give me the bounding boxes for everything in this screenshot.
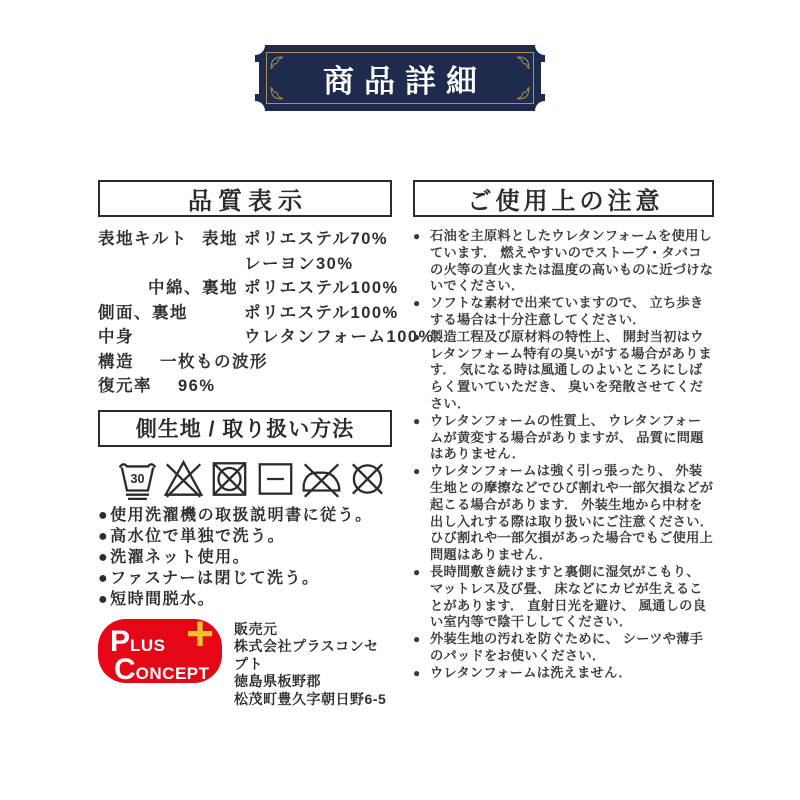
care-note: ● 洗濯ネット使用。 (98, 547, 392, 568)
wash-30-very-gentle-icon (116, 457, 159, 501)
quality-column (98, 180, 435, 708)
quality-row-sublabel (188, 301, 244, 326)
quality-row (98, 374, 392, 399)
precautions-list (413, 228, 714, 682)
quality-row-value: 一枚もの波形 (160, 352, 268, 371)
precautions-heading: ご使用上の注意 (413, 180, 714, 217)
quality-row-label: 復元率 (98, 377, 152, 395)
care-symbols (116, 457, 392, 501)
seller-info (234, 619, 392, 709)
logo-letter: P (110, 624, 131, 658)
seller-info-line: 販売元 (234, 620, 278, 637)
quality-row-label: 構造 (98, 352, 134, 371)
plus-icon: + (185, 618, 214, 661)
section-title-banner (255, 45, 545, 111)
quality-row (98, 276, 399, 301)
quality-row-value: ポリエステル70% (244, 230, 389, 248)
care-note: ● 使用洗濯機の取扱説明書に従う。 (98, 505, 392, 526)
quality-row (98, 325, 435, 350)
precautions-column (413, 180, 714, 682)
precaution-item: ● ウレタンフォームの性質上、 ウレタンフォームが黄変する場合がありますが、 品質に問題はありません． (413, 413, 714, 463)
care-notes-list (98, 505, 392, 610)
quality-row-value: ポリエステル100% (244, 303, 399, 322)
quality-table (98, 227, 435, 399)
logo-letter: C (114, 652, 136, 683)
no-dry-clean-icon (346, 457, 389, 501)
page-title: 商品詳細 (323, 63, 487, 99)
no-iron-icon (300, 457, 343, 501)
seller-info-line: 徳島県板野郡 (234, 673, 321, 689)
plus-concept-logo (98, 619, 222, 683)
precaution-item: ● 製造工程及び原材料の特性上、 開封当初はウレタンフォーム特有の臭いがする場合があります． 気になる時は風通しのよいところにしばらく置いていただき、 臭いを発散させてください． (413, 329, 714, 413)
quality-row-value: 96% (178, 377, 216, 395)
logo-letters: ONCEPT (135, 663, 210, 683)
quality-row-sublabel: 中綿、裏地 (148, 279, 238, 297)
quality-row (98, 227, 392, 252)
precaution-item: ● ウレタンフォームは強く引っ張ったり、 外装生地との摩擦などでひび割れや一部欠損などが起こる場合があります． 外装生地から中材を出し入れする際は取り扱いにご注意ください． ひび割れや一部欠損があった場合でもご使用上問題はありません． (413, 463, 714, 564)
precaution-item: ● ソフトな素材で出来ていますので、 立ち歩きする場合は十分注意してください． (413, 295, 714, 329)
no-tumble-dry-icon (208, 457, 251, 501)
quality-row (98, 301, 399, 326)
wash-temp-label: 30 (130, 471, 145, 486)
logo-letters: LUS (130, 635, 166, 655)
quality-row-sublabel (98, 252, 244, 277)
quality-heading: 品質表示 (98, 180, 392, 217)
flat-dry-icon (254, 457, 297, 501)
quality-row-sublabel (134, 325, 244, 350)
care-heading: 側生地 / 取り扱い方法 (98, 410, 392, 447)
quality-row-value: ポリエステル100% (244, 279, 399, 297)
care-note: ● 短時間脱水。 (98, 589, 392, 610)
seller-info-line: 株式会社プラスコンセプト (234, 638, 379, 672)
seller-block (98, 619, 392, 709)
precaution-item: ● 外装生地の汚れを防ぐために、 シーツや薄手のパッドをお使いください． (413, 631, 714, 665)
quality-row-label: 表地キルト (98, 230, 188, 248)
quality-row-value: レーヨン30% (244, 254, 354, 273)
precaution-item: ● 長時間敷き続けますと裏側に湿気がこもり、 マットレス及び畳、 床などにカビが生えることがあります． 直射日光を避け、 風通しの良い室内等で陰干ししてください． (413, 564, 714, 631)
care-note: ● 高水位で単独で洗う。 (98, 526, 392, 547)
care-note: ● ファスナーは閉じて洗う。 (98, 568, 392, 589)
no-bleach-icon (162, 457, 205, 501)
precaution-item: ● 石油を主原料としたウレタンフォームを使用しています． 燃えやすいのでストーブ・タバコの火等の直火または温度の高いものに近づけないでください． (413, 228, 714, 295)
seller-info-line: 松茂町豊久字朝日野6-5 (234, 690, 387, 707)
quality-row (98, 252, 392, 277)
quality-row-label: 中身 (98, 328, 134, 346)
quality-row (98, 350, 392, 375)
quality-row-sublabel: 表地 (202, 230, 238, 248)
precaution-item: ● ウレタンフォームは洗えません． (413, 665, 714, 682)
quality-row-value: ウレタンフォーム100% (244, 328, 435, 346)
quality-row-label: 側面、裏地 (98, 303, 188, 322)
